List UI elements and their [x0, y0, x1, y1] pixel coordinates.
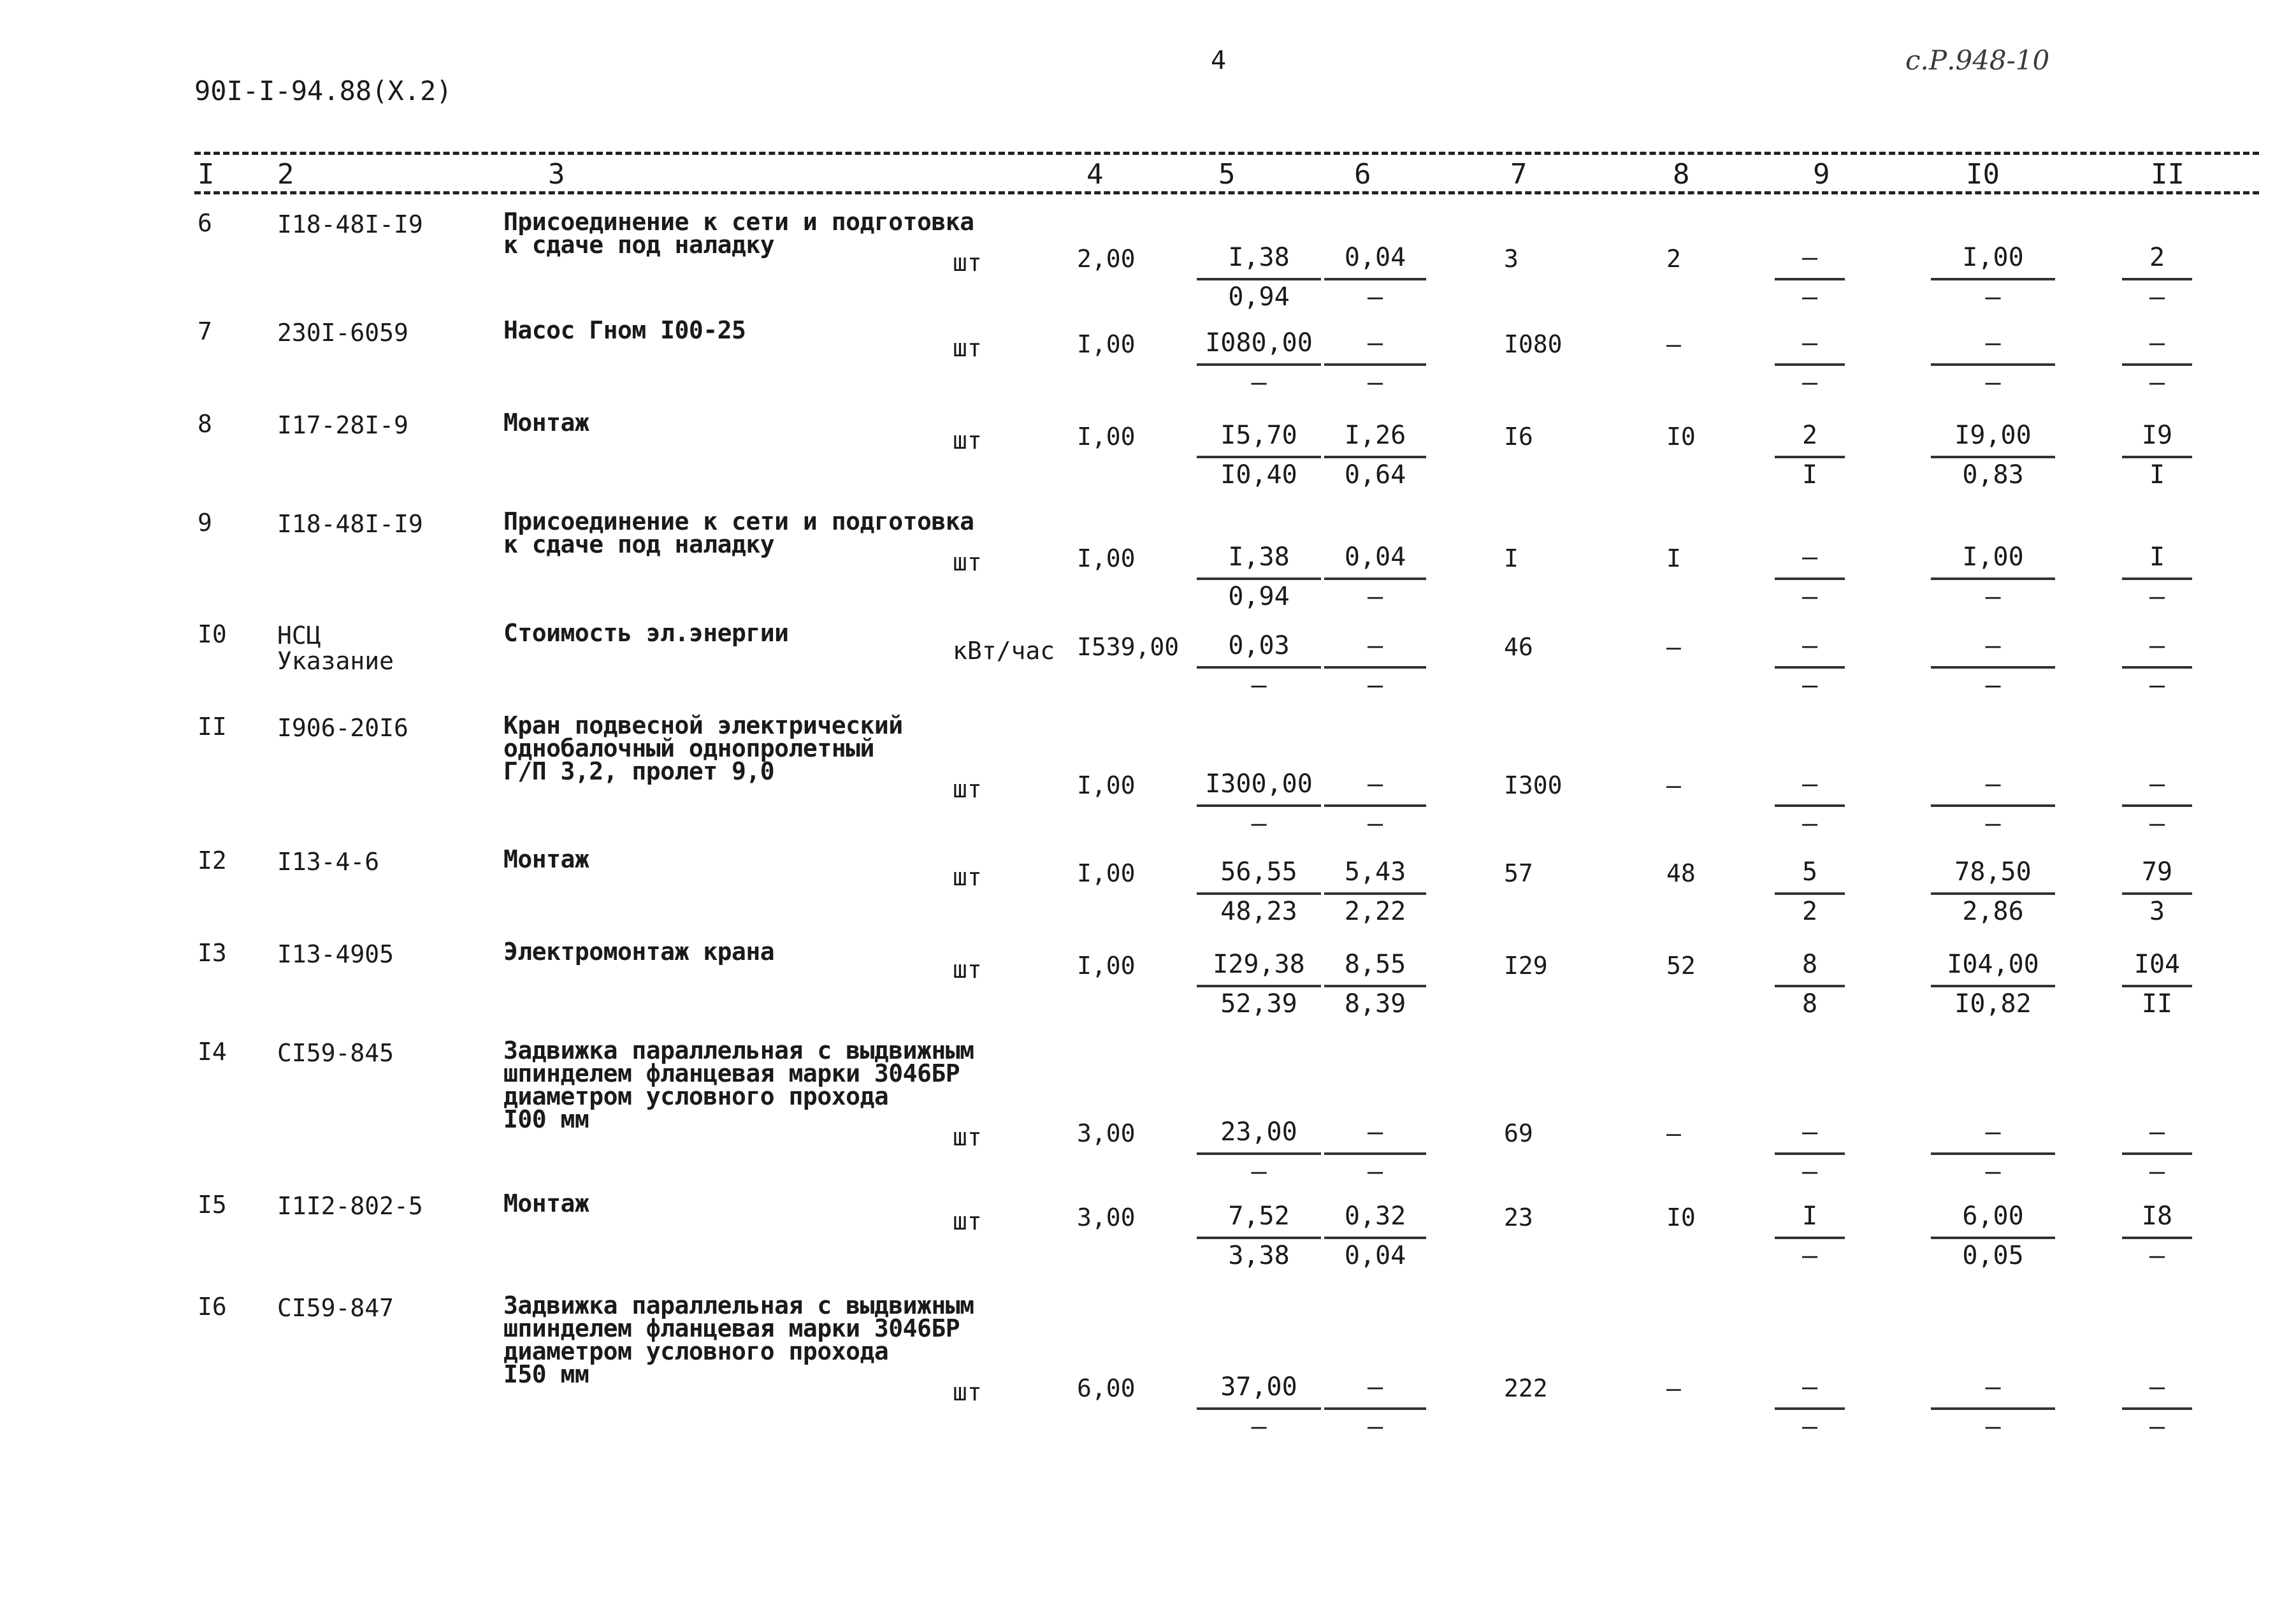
machine-total: [1775, 241, 1845, 314]
machine-total: [1775, 1115, 1845, 1188]
total-cost: 57: [1504, 859, 1533, 887]
machine-cost-lower: 2,22: [1344, 897, 1406, 926]
machine-cost-lower: 8,39: [1344, 989, 1406, 1019]
machine-total-lower: –: [1801, 671, 1818, 700]
labor-total-upper: I9: [2122, 419, 2192, 458]
item-code: CI59-847: [277, 1294, 394, 1322]
item-description: [503, 1291, 974, 1388]
labor-total-lower: II: [2141, 989, 2173, 1019]
labor-total-upper: –: [2122, 1370, 2192, 1410]
labor-total-upper: –: [2122, 767, 2192, 807]
labor-total: [2122, 541, 2192, 613]
labor-total-lower: –: [2149, 809, 2165, 838]
labor-total: [2122, 1370, 2192, 1443]
cost-per-unit: [1197, 1115, 1321, 1188]
item-code: I13-4905: [277, 940, 394, 968]
labor-total-lower: –: [2149, 671, 2165, 700]
labor-per-unit-upper: –: [1931, 629, 2055, 669]
labor-per-unit-upper: –: [1931, 326, 2055, 366]
total-cost: 69: [1504, 1119, 1533, 1147]
total-cost: I6: [1504, 423, 1533, 451]
labor-total-lower: –: [2149, 282, 2165, 312]
labor-total-lower: I: [2149, 460, 2165, 490]
machine-cost-upper: –: [1324, 767, 1426, 807]
machine-cost-lower: –: [1367, 282, 1383, 312]
machine-cost-upper: 8,55: [1324, 948, 1426, 987]
machine-total: [1775, 948, 1845, 1020]
machine-cost: [1324, 1370, 1426, 1443]
machine-cost: [1324, 419, 1426, 491]
quantity: I,00: [1077, 859, 1136, 887]
wage-total: –: [1666, 1119, 1681, 1147]
quantity: 6,00: [1077, 1374, 1136, 1402]
cost-per-unit: [1197, 541, 1321, 613]
unit: шт: [953, 548, 982, 576]
description-line: Присоединение к сети и подготовка: [503, 208, 974, 236]
wage-total: I0: [1666, 1203, 1696, 1231]
machine-cost-lower: –: [1367, 368, 1383, 397]
item-code: НСЦ Указание: [277, 621, 394, 675]
item-code: I17-28I-9: [277, 411, 408, 439]
labor-per-unit-upper: I,00: [1931, 241, 2055, 280]
cost-per-unit-upper: 23,00: [1197, 1115, 1321, 1155]
labor-total-upper: 79: [2122, 855, 2192, 895]
machine-total-upper: –: [1775, 767, 1845, 807]
description-line: шпинделем фланцевая марки 3046БР: [503, 1059, 960, 1087]
item-description: [503, 619, 789, 647]
quantity: 3,00: [1077, 1203, 1136, 1231]
cost-per-unit: [1197, 419, 1321, 491]
cost-per-unit-lower: 48,23: [1220, 897, 1297, 926]
item-code: I906-20I6: [277, 714, 408, 742]
labor-per-unit: [1931, 1200, 2055, 1272]
row-number: I5: [198, 1191, 227, 1219]
labor-per-unit-lower: –: [1985, 582, 2001, 611]
labor-total: [2122, 1200, 2192, 1272]
machine-cost: [1324, 241, 1426, 314]
machine-cost-upper: I,26: [1324, 419, 1426, 458]
machine-cost-upper: –: [1324, 326, 1426, 366]
cost-per-unit-lower: 0,94: [1228, 582, 1290, 611]
machine-total: [1775, 767, 1845, 840]
row-number: II: [198, 713, 227, 741]
machine-cost: [1324, 326, 1426, 399]
cost-per-unit: [1197, 1370, 1321, 1443]
description-line: однобалочный однопролетный: [503, 734, 874, 762]
cost-per-unit: [1197, 767, 1321, 840]
machine-total: [1775, 326, 1845, 399]
labor-per-unit-upper: I,00: [1931, 541, 2055, 580]
labor-per-unit-lower: –: [1985, 282, 2001, 312]
labor-total: [2122, 767, 2192, 840]
unit: кВт/час: [953, 637, 1055, 665]
labor-total-upper: I: [2122, 541, 2192, 580]
wage-total: 2: [1666, 245, 1681, 273]
description-line: к сдаче под наладку: [503, 231, 775, 259]
labor-total-upper: –: [2122, 326, 2192, 366]
machine-total-lower: –: [1801, 1157, 1818, 1186]
item-code: I18-48I-I9: [277, 210, 423, 238]
labor-per-unit-lower: 2,86: [1962, 897, 2024, 926]
labor-per-unit-upper: 6,00: [1931, 1200, 2055, 1239]
description-line: к сдаче под наладку: [503, 530, 775, 558]
item-description: [503, 507, 974, 558]
machine-cost: [1324, 1200, 1426, 1272]
cost-per-unit: [1197, 855, 1321, 928]
row-number: I3: [198, 939, 227, 967]
labor-total-upper: –: [2122, 629, 2192, 669]
machine-cost-lower: –: [1367, 1412, 1383, 1441]
cost-per-unit-upper: I,38: [1197, 241, 1321, 280]
total-cost: 222: [1504, 1374, 1548, 1402]
machine-cost-upper: 0,04: [1324, 541, 1426, 580]
labor-per-unit: [1931, 767, 2055, 840]
labor-per-unit: [1931, 1115, 2055, 1188]
row-number: 9: [198, 509, 212, 537]
description-line: Электромонтаж крана: [503, 938, 775, 966]
labor-total: [2122, 1115, 2192, 1188]
description-line: Монтаж: [503, 409, 589, 437]
item-description: [503, 845, 589, 873]
description-line: Монтаж: [503, 845, 589, 873]
description-line: Насос Гном I00-25: [503, 316, 746, 344]
machine-total: [1775, 1370, 1845, 1443]
row-number: I2: [198, 846, 227, 875]
total-cost: I: [1504, 544, 1519, 572]
machine-total-upper: –: [1775, 629, 1845, 669]
cost-per-unit: [1197, 629, 1321, 702]
machine-total-lower: 8: [1801, 989, 1818, 1019]
description-line: Присоединение к сети и подготовка: [503, 507, 974, 535]
cost-per-unit-upper: I29,38: [1197, 948, 1321, 987]
labor-per-unit-lower: 0,83: [1962, 460, 2024, 490]
machine-total: [1775, 1200, 1845, 1272]
item-code: CI59-845: [277, 1039, 394, 1067]
item-description: [503, 1189, 589, 1217]
column-header: 5: [1218, 158, 1236, 191]
machine-total: [1775, 629, 1845, 702]
cost-per-unit-upper: I5,70: [1197, 419, 1321, 458]
cost-per-unit-upper: 37,00: [1197, 1370, 1321, 1410]
machine-cost-lower: 0,04: [1344, 1241, 1406, 1270]
column-header: 6: [1354, 158, 1371, 191]
total-cost: 46: [1504, 633, 1533, 661]
machine-total-upper: –: [1775, 1370, 1845, 1410]
machine-total-lower: I: [1801, 460, 1818, 490]
cost-per-unit: [1197, 1200, 1321, 1272]
unit: шт: [953, 249, 982, 277]
labor-total-upper: I8: [2122, 1200, 2192, 1239]
labor-per-unit-lower: 0,05: [1962, 1241, 2024, 1270]
machine-total-lower: –: [1801, 809, 1818, 838]
labor-per-unit-lower: –: [1985, 671, 2001, 700]
item-description: [503, 711, 903, 785]
machine-cost: [1324, 948, 1426, 1020]
cost-per-unit: [1197, 326, 1321, 399]
labor-per-unit-upper: –: [1931, 767, 2055, 807]
machine-total-lower: –: [1801, 368, 1818, 397]
cost-per-unit-lower: –: [1251, 671, 1267, 700]
wage-total: –: [1666, 1374, 1681, 1402]
labor-total: [2122, 419, 2192, 491]
machine-cost-upper: 5,43: [1324, 855, 1426, 895]
machine-total-upper: I: [1775, 1200, 1845, 1239]
labor-per-unit-lower: –: [1985, 1412, 2001, 1441]
labor-per-unit: [1931, 948, 2055, 1020]
labor-total-upper: I04: [2122, 948, 2192, 987]
labor-per-unit-upper: I9,00: [1931, 419, 2055, 458]
description-line: Задвижка параллельная с выдвижным: [503, 1291, 974, 1319]
machine-total-upper: 5: [1775, 855, 1845, 895]
cost-per-unit-lower: 52,39: [1220, 989, 1297, 1019]
quantity: I,00: [1077, 952, 1136, 980]
machine-total-lower: 2: [1801, 897, 1818, 926]
description-line: Стоимость эл.энергии: [503, 619, 789, 647]
machine-cost-lower: 0,64: [1344, 460, 1406, 490]
quantity: I,00: [1077, 423, 1136, 451]
machine-total: [1775, 541, 1845, 613]
description-line: Задвижка параллельная с выдвижным: [503, 1036, 974, 1064]
header-top-rule: [194, 152, 2259, 155]
labor-total-upper: 2: [2122, 241, 2192, 280]
column-header: 8: [1673, 158, 1690, 191]
machine-cost-upper: –: [1324, 1370, 1426, 1410]
wage-total: 48: [1666, 859, 1696, 887]
machine-total-lower: –: [1801, 1241, 1818, 1270]
handwritten-stamp: с.Р.948-10: [1905, 45, 2050, 76]
total-cost: I29: [1504, 952, 1548, 980]
labor-total: [2122, 948, 2192, 1020]
machine-total-lower: –: [1801, 582, 1818, 611]
cost-per-unit-lower: 3,38: [1228, 1241, 1290, 1270]
cost-per-unit-lower: I0,40: [1220, 460, 1297, 490]
labor-total-lower: 3: [2149, 897, 2165, 926]
description-line: диаметром условного прохода: [503, 1337, 889, 1365]
machine-cost: [1324, 1115, 1426, 1188]
unit: шт: [953, 775, 982, 803]
total-cost: 3: [1504, 245, 1519, 273]
labor-per-unit: [1931, 419, 2055, 491]
labor-total-lower: –: [2149, 582, 2165, 611]
labor-per-unit: [1931, 1370, 2055, 1443]
cost-per-unit: [1197, 241, 1321, 314]
labor-total-lower: –: [2149, 1412, 2165, 1441]
description-line: I00 мм: [503, 1105, 589, 1133]
machine-cost: [1324, 767, 1426, 840]
wage-total: I0: [1666, 423, 1696, 451]
labor-per-unit: [1931, 629, 2055, 702]
labor-total: [2122, 326, 2192, 399]
page-number: 4: [1211, 46, 1227, 75]
total-cost: 23: [1504, 1203, 1533, 1231]
quantity: I,00: [1077, 544, 1136, 572]
machine-total-upper: 8: [1775, 948, 1845, 987]
description-line: Г/П 3,2, пролет 9,0: [503, 757, 775, 785]
column-header: 7: [1510, 158, 1527, 191]
item-code: I18-48I-I9: [277, 510, 423, 538]
cost-per-unit-upper: I080,00: [1197, 326, 1321, 366]
quantity: I,00: [1077, 330, 1136, 358]
labor-per-unit-lower: –: [1985, 368, 2001, 397]
quantity: I539,00: [1077, 633, 1180, 661]
total-cost: I300: [1504, 771, 1563, 799]
column-header: 3: [548, 158, 565, 191]
machine-cost-lower: –: [1367, 809, 1383, 838]
row-number: 7: [198, 317, 212, 345]
item-code: I1I2-802-5: [277, 1192, 423, 1220]
machine-total-upper: –: [1775, 326, 1845, 366]
item-description: [503, 1036, 974, 1133]
wage-total: –: [1666, 633, 1681, 661]
labor-per-unit: [1931, 326, 2055, 399]
cost-per-unit-upper: I300,00: [1197, 767, 1321, 807]
labor-per-unit-upper: –: [1931, 1370, 2055, 1410]
description-line: Монтаж: [503, 1189, 589, 1217]
column-header: I0: [1966, 158, 2000, 191]
column-header: I: [198, 158, 215, 191]
item-description: [503, 208, 974, 259]
unit: шт: [953, 334, 982, 362]
labor-total: [2122, 629, 2192, 702]
unit: шт: [953, 955, 982, 984]
description-line: шпинделем фланцевая марки 3046БР: [503, 1314, 960, 1342]
labor-total: [2122, 855, 2192, 928]
labor-total-lower: –: [2149, 368, 2165, 397]
machine-cost: [1324, 855, 1426, 928]
labor-per-unit-lower: –: [1985, 809, 2001, 838]
wage-total: –: [1666, 330, 1681, 358]
row-number: I0: [198, 620, 227, 648]
description-line: Кран подвесной электрический: [503, 711, 903, 739]
column-header: 4: [1087, 158, 1104, 191]
item-description: [503, 938, 775, 966]
wage-total: 52: [1666, 952, 1696, 980]
machine-total-upper: –: [1775, 241, 1845, 280]
unit: шт: [953, 1378, 982, 1406]
total-cost: I080: [1504, 330, 1563, 358]
document-number: 90I-I-94.88(X.2): [194, 75, 452, 106]
item-description: [503, 409, 589, 437]
machine-cost-lower: –: [1367, 1157, 1383, 1186]
labor-per-unit-upper: I04,00: [1931, 948, 2055, 987]
labor-per-unit: [1931, 241, 2055, 314]
machine-cost-upper: 0,04: [1324, 241, 1426, 280]
row-number: I4: [198, 1038, 227, 1066]
machine-total-upper: 2: [1775, 419, 1845, 458]
cost-per-unit-upper: I,38: [1197, 541, 1321, 580]
labor-per-unit-upper: –: [1931, 1115, 2055, 1155]
row-number: I6: [198, 1293, 227, 1321]
unit: шт: [953, 1123, 982, 1151]
cost-per-unit-lower: –: [1251, 1412, 1267, 1441]
wage-total: I: [1666, 544, 1681, 572]
machine-total-lower: –: [1801, 282, 1818, 312]
machine-cost: [1324, 629, 1426, 702]
machine-cost-lower: –: [1367, 582, 1383, 611]
cost-per-unit-lower: –: [1251, 809, 1267, 838]
wage-total: –: [1666, 771, 1681, 799]
cost-per-unit-lower: 0,94: [1228, 282, 1290, 312]
labor-per-unit: [1931, 541, 2055, 613]
machine-cost-upper: 0,32: [1324, 1200, 1426, 1239]
labor-per-unit-lower: I0,82: [1954, 989, 2032, 1019]
machine-cost-upper: –: [1324, 629, 1426, 669]
machine-total-upper: –: [1775, 1115, 1845, 1155]
unit: шт: [953, 1207, 982, 1235]
labor-total-lower: –: [2149, 1157, 2165, 1186]
quantity: 3,00: [1077, 1119, 1136, 1147]
cost-per-unit-lower: –: [1251, 1157, 1267, 1186]
machine-total: [1775, 419, 1845, 491]
machine-cost-lower: –: [1367, 671, 1383, 700]
header-bottom-rule: [194, 191, 2259, 194]
item-code: I13-4-6: [277, 848, 380, 876]
description-line: I50 мм: [503, 1360, 589, 1388]
item-description: [503, 316, 746, 344]
cost-per-unit-lower: –: [1251, 368, 1267, 397]
row-number: 8: [198, 410, 212, 438]
machine-total: [1775, 855, 1845, 928]
row-number: 6: [198, 209, 212, 237]
description-line: диаметром условного прохода: [503, 1082, 889, 1110]
machine-cost: [1324, 541, 1426, 613]
labor-total-lower: –: [2149, 1241, 2165, 1270]
quantity: I,00: [1077, 771, 1136, 799]
cost-per-unit-upper: 7,52: [1197, 1200, 1321, 1239]
cost-per-unit: [1197, 948, 1321, 1020]
quantity: 2,00: [1077, 245, 1136, 273]
labor-total-upper: –: [2122, 1115, 2192, 1155]
labor-per-unit-lower: –: [1985, 1157, 2001, 1186]
column-header: 2: [277, 158, 294, 191]
machine-cost-upper: –: [1324, 1115, 1426, 1155]
column-header: II: [2151, 158, 2184, 191]
cost-per-unit-upper: 0,03: [1197, 629, 1321, 669]
unit: шт: [953, 426, 982, 454]
labor-per-unit-upper: 78,50: [1931, 855, 2055, 895]
labor-per-unit: [1931, 855, 2055, 928]
item-code: 230I-6059: [277, 319, 408, 347]
unit: шт: [953, 863, 982, 891]
labor-total: [2122, 241, 2192, 314]
machine-total-lower: –: [1801, 1412, 1818, 1441]
machine-total-upper: –: [1775, 541, 1845, 580]
cost-per-unit-upper: 56,55: [1197, 855, 1321, 895]
column-header: 9: [1813, 158, 1830, 191]
